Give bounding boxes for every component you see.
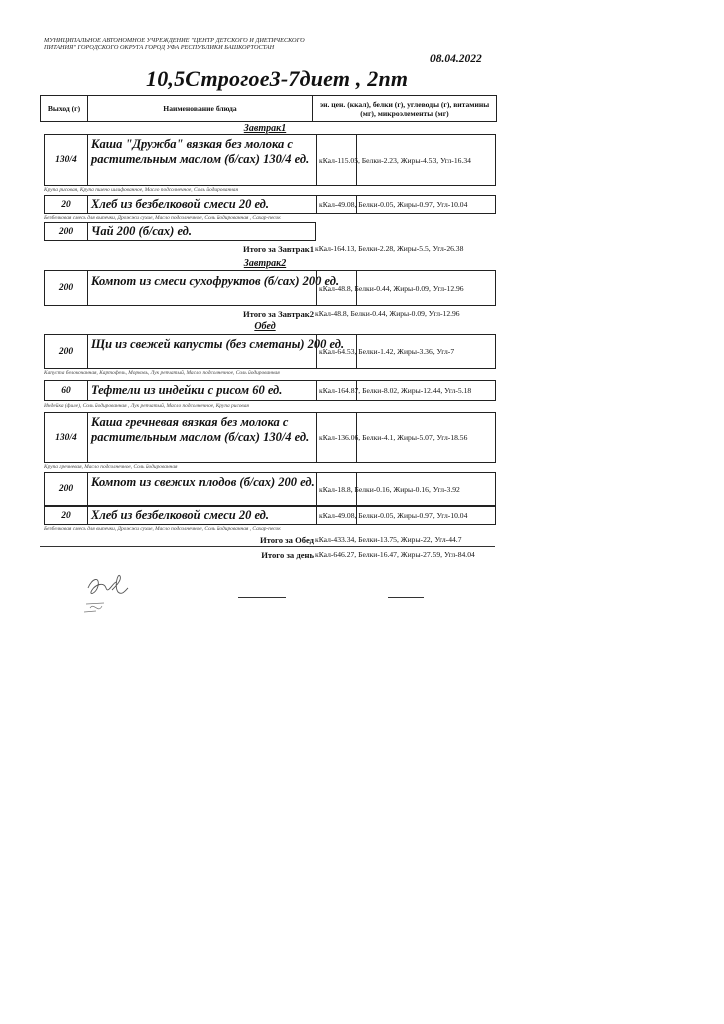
dish-nutrition: кКал-49.08, Белки-0.05, Жиры-0.97, Угл-10.04 <box>316 195 496 214</box>
signature <box>82 570 142 625</box>
column-header-nutrition: эн. цен. (ккал), белки (г), углеводы (г), витамины (мг), микроэлементы (мг) <box>312 95 497 122</box>
dish-ingredients: Крупа гречневая, Масло подсолнечное, Соль йодированная <box>44 464 178 470</box>
total-label: Итого за Обед <box>259 535 314 545</box>
dish-yield: 200 <box>44 472 88 506</box>
dish-nutrition: кКал-64.53, Белки-1.42, Жиры-3.36, Угл-7 <box>316 334 496 369</box>
dish-ingredients: Индейка (филе), Соль йодированная , Лук репчатый, Масло подсолнечное, Крупа рисовая <box>44 403 249 409</box>
dish-yield: 60 <box>44 380 88 401</box>
dish-nutrition: кКал-18.8, Белки-0.16, Жиры-0.16, Угл-3.92 <box>316 472 496 506</box>
total-value: кКал-646.27, Белки-16.47, Жиры-27.59, Угл-84.04 <box>315 550 475 559</box>
total-label: Итого за Завтрак2 <box>242 309 314 319</box>
divider <box>40 546 495 547</box>
dish-ingredients: Безбелковая смесь для выпечки, Дрожжи сухие, Масло подсолнечное, Соль йодированная , Сахар-песок <box>44 526 281 532</box>
total-value: кКал-164.13, Белки-2.28, Жиры-5.5, Угл-26.38 <box>315 244 464 253</box>
dish-yield: 200 <box>44 270 88 306</box>
dish-ingredients: Капуста белокочанная, Картофель, Морковь, Лук репчатый, Масло подсолнечное, Соль йодированная <box>44 370 280 376</box>
total-value: кКал-48.8, Белки-0.44, Жиры-0.09, Угл-12.96 <box>315 309 460 318</box>
dish-name: Компот из свежих плодов (б/сах) 200 ед. <box>87 472 357 506</box>
section-title-breakfast1: Завтрак1 <box>243 123 287 134</box>
section-title-breakfast2: Завтрак2 <box>243 258 287 269</box>
dish-ingredients: Безбелковая смесь для выпечки, Дрожжи сухие, Масло подсолнечное, Соль йодированная , Сахар-песок <box>44 215 281 221</box>
total-value: кКал-433.34, Белки-13.75, Жиры-22, Угл-44.7 <box>315 535 462 544</box>
dish-name: Хлеб из безбелковой смеси 20 ед. <box>87 506 357 525</box>
dish-nutrition: кКал-136.06, Белки-4.1, Жиры-5.07, Угл-18.56 <box>316 412 496 463</box>
dish-yield: 20 <box>44 506 88 525</box>
dish-name: Тефтели из индейки с рисом 60 ед. <box>87 380 357 401</box>
dish-name: Хлеб из безбелковой смеси 20 ед. <box>87 195 357 214</box>
total-label: Итого за Завтрак1 <box>242 244 314 254</box>
menu-date: 08.04.2022 <box>430 53 482 65</box>
dish-nutrition: кКал-49.08, Белки-0.05, Жиры-0.97, Угл-10.04 <box>316 506 496 525</box>
page-title: 10,5Строгое3-7диет , 2пт <box>146 66 409 91</box>
dish-nutrition: кКал-164.87, Белки-8.02, Жиры-12.44, Угл-5.18 <box>316 380 496 401</box>
column-header-yield: Выход (г) <box>40 95 88 122</box>
signature-line <box>388 597 424 598</box>
total-label: Итого за день <box>261 550 314 560</box>
dish-yield: 200 <box>44 334 88 369</box>
dish-name: Каша гречневая вязкая без молока с растительным маслом (б/сах) 130/4 ед. <box>87 412 357 463</box>
dish-yield: 130/4 <box>44 134 88 186</box>
dish-ingredients: Крупа рисовая, Крупа пшено шлифованное, Масло подсолнечное, Соль йодированная <box>44 187 239 193</box>
column-header-name: Наименование блюда <box>87 95 313 122</box>
signature-line <box>238 597 286 598</box>
dish-yield: 200 <box>44 222 88 241</box>
dish-yield: 130/4 <box>44 412 88 463</box>
dish-yield: 20 <box>44 195 88 214</box>
section-title-lunch: Обед <box>254 321 276 332</box>
dish-name: Щи из свежей капусты (без сметаны) 200 ед. <box>87 334 357 369</box>
dish-nutrition: кКал-48.8, Белки-0.44, Жиры-0.09, Угл-12.96 <box>316 270 496 306</box>
dish-name: Каша "Дружба" вязкая без молока с растительным маслом (б/сах) 130/4 ед. <box>87 134 357 186</box>
dish-name: Чай 200 (б/сах) ед. <box>87 222 316 241</box>
dish-name: Компот из смеси сухофруктов (б/сах) 200 ед. <box>87 270 357 306</box>
organization-name: МУНИЦИПАЛЬНОЕ АВТОНОМНОЕ УЧРЕЖДЕНИЕ "ЦЕНТР ДЕТСКОГО И ДИЕТИЧЕСКОГО ПИТАНИЯ" ГОРОДСКОГО ОКРУГА ГОРОД УФА РЕСПУБЛИКИ БАШКОРТОСТАН <box>44 37 305 52</box>
dish-nutrition: кКал-115.05, Белки-2.23, Жиры-4.53, Угл-16.34 <box>316 134 496 186</box>
